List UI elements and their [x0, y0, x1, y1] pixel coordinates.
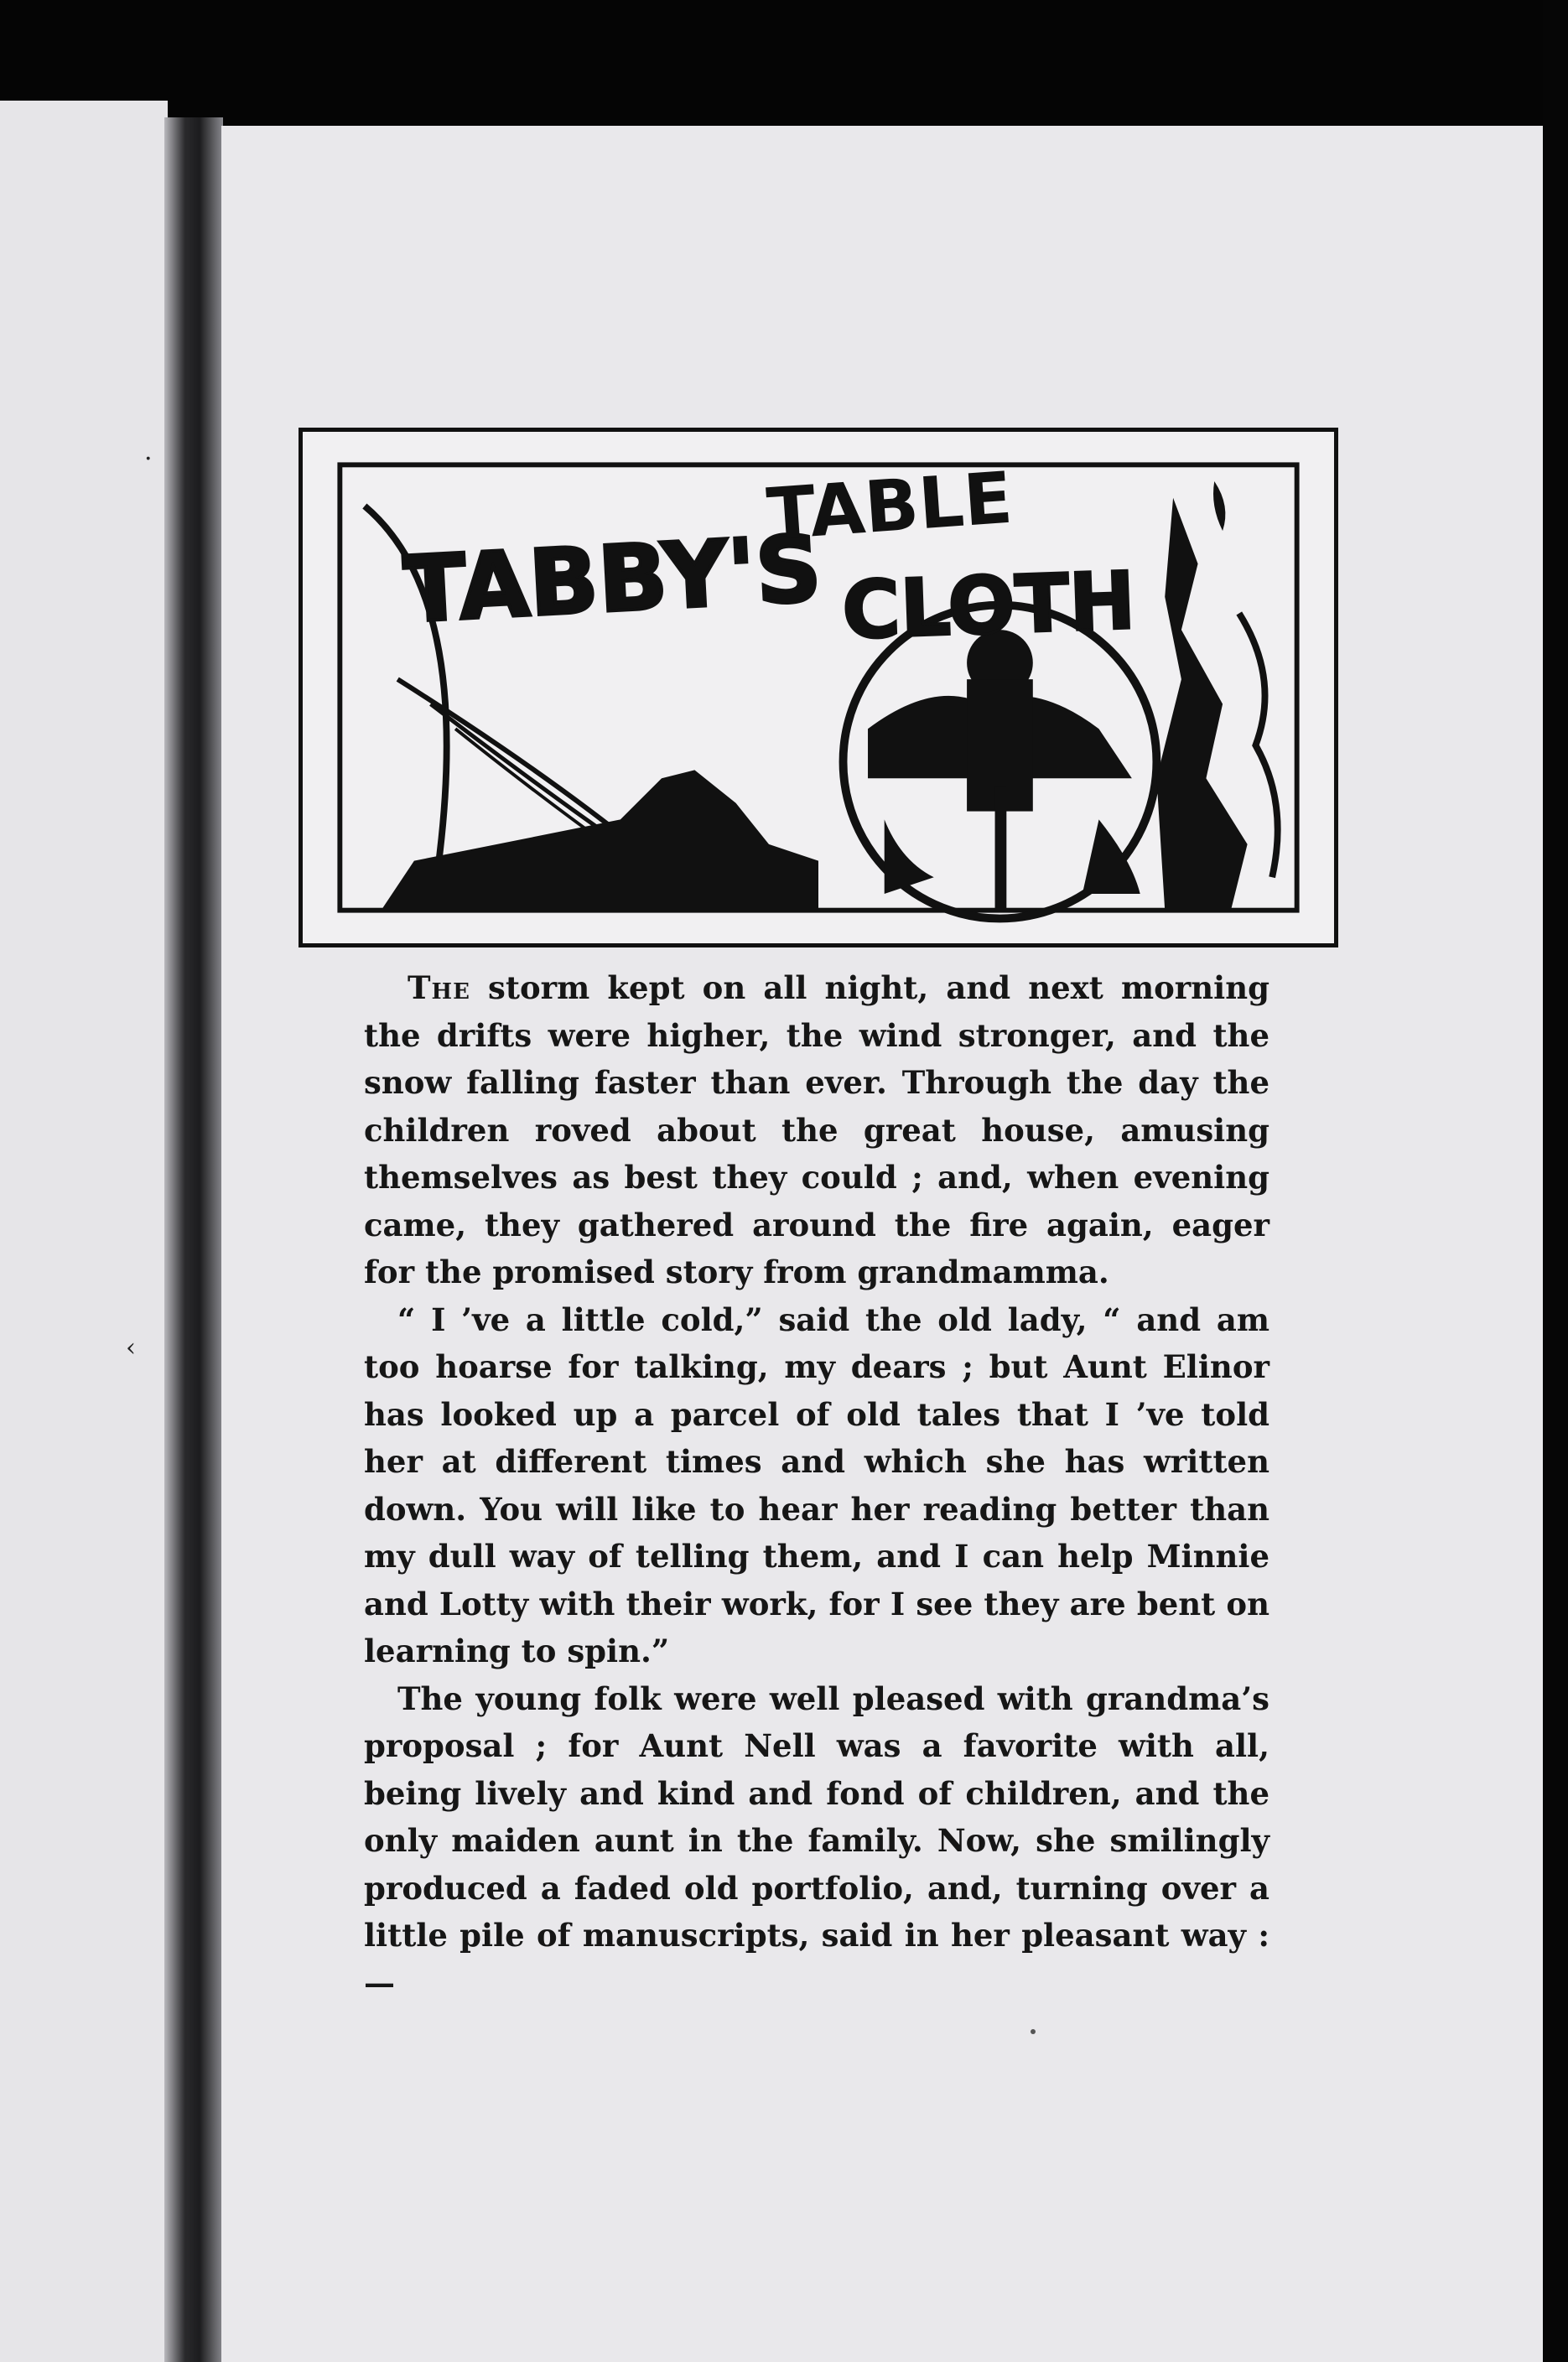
book-gutter: [164, 117, 223, 2362]
facing-page-edge: [0, 101, 168, 2362]
paragraph-1-text: storm kept on all night, and next morning the drifts were higher, the wind stronger, and the snow falling faster than ever. Through the day the children roved about the great house, amusing themselves as best they could ; and, when evening came, they gathered around the fire again, eager for the promised story from grandmamma.: [364, 969, 1269, 1290]
book-page: [221, 126, 1543, 2362]
scan-right-margin: [1543, 0, 1568, 2362]
paragraph-2: “ I ’ve a little cold,” said the old lady, “ and am too hoarse for talking, my dears ; but Aunt Elinor has looked up a parcel of old tales that I ’ve told her at different times and which she has written down. You will like to hear her reading better than my dull way of telling them, and I can help Minnie and Lotty with their work, for I see they are bent on learning to spin.”: [364, 1300, 1269, 1669]
scan-top-margin: [0, 0, 1568, 143]
chapter-header-illustration: [299, 428, 1338, 947]
facing-page-mark: ·: [144, 444, 153, 474]
story-text: [364, 964, 1269, 2006]
title-word-cloth: CLOTH: [840, 554, 1137, 657]
woodcut-illustration: [303, 432, 1334, 943]
title-word-table: TABLE: [764, 455, 1015, 556]
title-word-tabbys: TABBY'S: [401, 516, 824, 644]
paragraph-1: [364, 964, 1269, 1296]
paper-speck: [1031, 2029, 1036, 2034]
facing-page-mark: ‹: [126, 1333, 136, 1363]
paragraph-3: The young folk were well pleased with grandma’s proposal ; for Aunt Nell was a favorite with all, being lively and kind and fond of children, and the only maiden aunt in the family. Now, she smilingly produced a faded old portfolio, and, turning over a little pile of manuscripts, said in her pleasant way : —: [364, 1679, 1269, 2001]
opening-word: The: [408, 969, 470, 1006]
